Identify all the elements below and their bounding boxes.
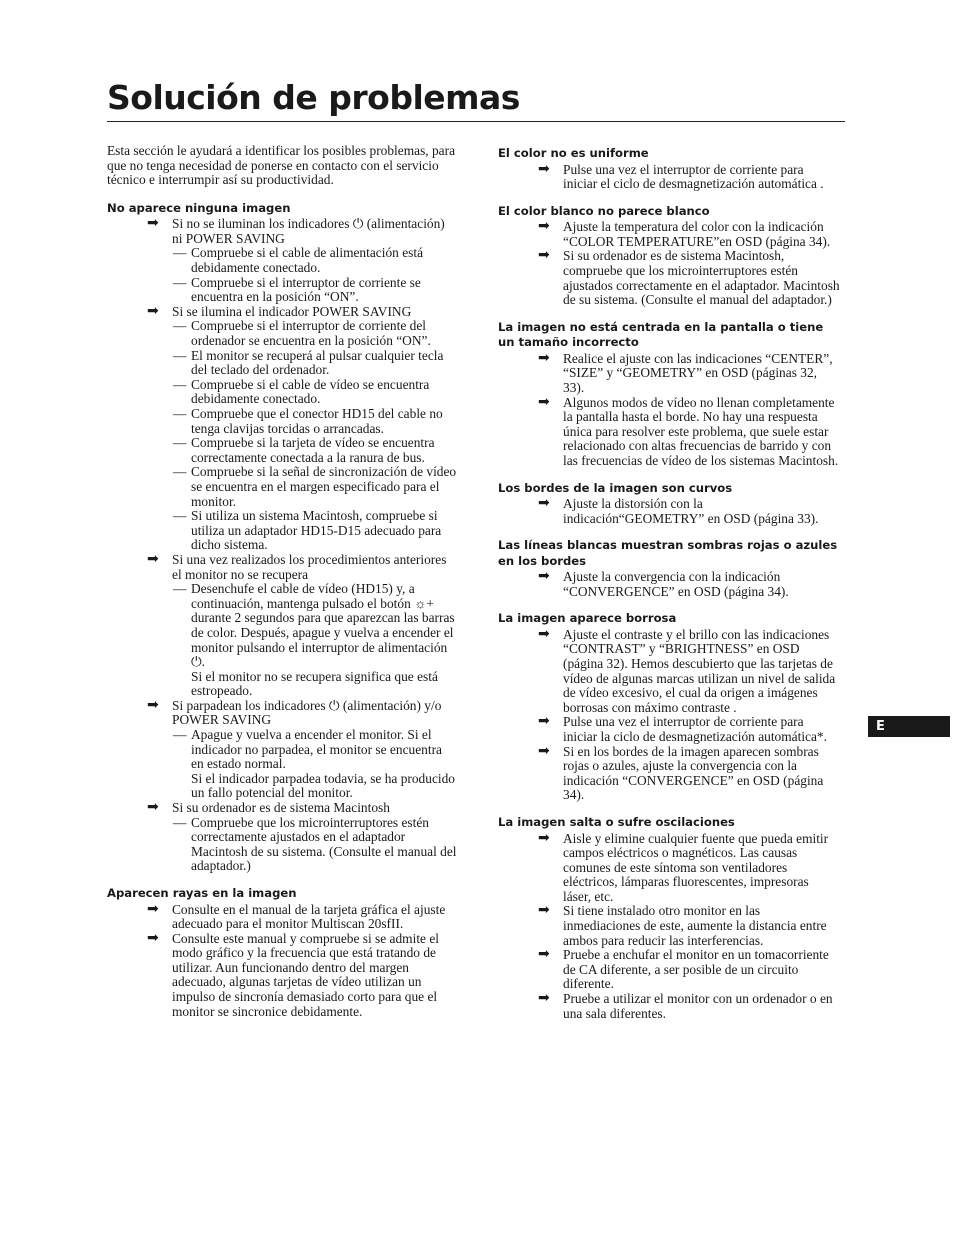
step-item <box>107 900 457 932</box>
troubleshoot-section <box>498 611 840 803</box>
arrow-icon: ➡ <box>147 900 159 917</box>
check-item <box>107 378 457 407</box>
title-rule <box>107 121 845 122</box>
section-heading: El color blanco no parece blanco <box>498 203 710 218</box>
check-note: Si el monitor no se recupera significa que está estropeado. <box>191 668 438 699</box>
check-item <box>107 436 457 465</box>
step-text: Si en los bordes de la imagen aparecen sombras rojas o azules, ajuste la convergencia con la indicación “CONVERGENCE” en OSD (página 34). <box>563 743 824 803</box>
section-heading: Aparecen rayas en la imagen <box>107 886 297 900</box>
step-item <box>498 742 840 803</box>
check-item <box>107 276 457 305</box>
check-text: Apague y vuelva a encender el monitor. Si el indicador no parpadea, el monitor se encuentra en estado normal. <box>191 727 442 772</box>
section-heading: La imagen salta o sufre oscilaciones <box>498 815 735 829</box>
left-sections <box>107 201 457 1019</box>
troubleshoot-section <box>107 886 457 1019</box>
arrow-icon: ➡ <box>147 550 159 567</box>
step-text: Ajuste el contraste y el brillo con las indicaciones “CONTRAST” y “BRIGHTNESS” en OSD (página 32). Hemos descubierto que las tarjetas de vídeo de algunas marcas utilizan un nivel de salida de vídeo excesivo, el cual da origen a imágenes borrosas con máximo contraste . <box>563 626 836 715</box>
step-text: Aisle y elimine cualquier fuente que pueda emitir campos eléctricos o magnéticos. Las causas comunes de este síntoma son ventiladores eléctricos, lámparas fluorescentes, impresoras láser, etc. <box>563 830 829 904</box>
step-text: Si una vez realizados los procedimientos anteriores el monitor no se recupera <box>172 551 447 582</box>
section-heading: El color no es uniforme <box>498 146 649 160</box>
step-text: Realice el ajuste con las indicaciones “CENTER”, “SIZE” y “GEOMETRY” en OSD (páginas 32, 33). <box>563 350 833 395</box>
arrow-icon: ➡ <box>538 349 550 366</box>
arrow-icon: ➡ <box>538 946 550 963</box>
check-item <box>107 582 457 670</box>
arrow-icon: ➡ <box>538 742 550 759</box>
arrow-icon: ➡ <box>147 215 159 232</box>
step-item <box>498 992 840 1021</box>
step-item <box>498 904 840 948</box>
troubleshoot-section <box>107 201 457 874</box>
dash-icon: — <box>173 727 187 743</box>
check-item <box>107 319 457 348</box>
check-text: Compruebe si el cable de alimentación está debidamente conectado. <box>191 245 424 276</box>
arrow-icon: ➡ <box>147 696 159 713</box>
step-item <box>107 550 457 582</box>
step-item <box>498 829 840 905</box>
dash-icon: — <box>173 274 187 290</box>
check-text: Desenchufe el cable de vídeo (HD15) y, a continuación, mantenga pulsado el botón ☼+ durante 2 segundos para que aparezcan las barras de color. Después, apague y vuelva a encender el monitor pulsando el interruptor de alimentación ⏻. <box>191 581 455 670</box>
dash-icon: — <box>173 318 187 334</box>
step-text: Si parpadean los indicadores ⏻ (alimentación) y/o POWER SAVING <box>172 697 442 728</box>
section-heading: Los bordes de la imagen son curvos <box>498 480 733 495</box>
step-text: Si su ordenador es de sistema Macintosh <box>172 800 390 816</box>
step-text: Algunos modos de vídeo no llenan completamente la pantalla hasta el borde. No hay una respuesta única para resolver este problema, que suele estar relacionado con altas frecuencias de barrido y con las frecuencias de vídeo de los sistemas Macintosh. <box>563 394 839 468</box>
step-item <box>498 570 840 599</box>
check-item <box>107 509 457 553</box>
arrow-icon: ➡ <box>538 495 550 511</box>
step-item <box>498 249 840 307</box>
step-text: Si su ordenador es de sistema Macintosh, compruebe que los microinterruptores estén ajustados correctamente en el adaptador. Macintosh de su sistema. (Consulte el manual del adaptador.) <box>563 248 840 308</box>
troubleshoot-section <box>498 538 840 599</box>
step-item <box>498 393 840 469</box>
check-item <box>107 728 457 772</box>
arrow-icon: ➡ <box>538 160 550 177</box>
arrow-icon: ➡ <box>147 799 159 816</box>
step-text: Ajuste la convergencia con la indicación “CONVERGENCE” en OSD (página 34). <box>563 569 789 599</box>
troubleshoot-section <box>498 320 840 469</box>
step-item <box>107 302 457 320</box>
check-text: Compruebe que el conector HD15 del cable no tenga clavijas torcidas o arrancadas. <box>191 406 443 436</box>
section-heading: Las líneas blancas muestran sombras rojas o azules en los bordes <box>498 538 838 568</box>
dash-icon: — <box>173 406 187 421</box>
step-item <box>498 160 840 192</box>
dash-icon: — <box>173 464 187 480</box>
check-text: Compruebe si el interruptor de corriente se encuentra en la posición “ON”. <box>191 274 421 305</box>
arrow-icon: ➡ <box>147 302 159 319</box>
arrow-icon: ➡ <box>538 393 550 410</box>
step-item <box>107 929 457 1020</box>
arrow-icon: ➡ <box>538 990 550 1007</box>
step-item <box>107 217 457 246</box>
step-item <box>498 715 840 744</box>
step-text: Consulte en el manual de la tarjeta gráfica el ajuste adecuado para el monitor Multiscan 20sfII. <box>172 901 446 932</box>
dash-icon: — <box>173 347 187 363</box>
check-text: Compruebe si el cable de vídeo se encuentra debidamente conectado. <box>191 376 430 407</box>
check-item <box>107 349 457 378</box>
section-heading: La imagen no está centrada en la pantalla o tiene un tamaño incorrecto <box>498 319 824 350</box>
check-text: Compruebe si la tarjeta de vídeo se encuentra correctamente conectada a la ranura de bus. <box>191 435 435 465</box>
page-title: Solución de problemas <box>107 78 520 117</box>
check-text: Compruebe que los microinterruptores estén correctamente ajustados en el adaptador Macintosh de su sistema. (Consulte el manual del adaptador.) <box>191 814 457 874</box>
step-text: Ajuste la temperatura del color con la indicación “COLOR TEMPERATURE”en OSD (página 34). <box>563 219 831 249</box>
check-text: Compruebe si la señal de sincronización de vídeo se encuentra en el margen especificado para el monitor. <box>191 464 457 509</box>
step-item <box>498 625 840 716</box>
check-item <box>107 407 457 436</box>
check-text: Compruebe si el interruptor de corriente del ordenador se encuentra en la posición “ON”. <box>191 318 431 349</box>
arrow-icon: ➡ <box>538 713 550 730</box>
step-item <box>107 696 457 728</box>
dash-icon: — <box>173 435 187 451</box>
step-text: Si tiene instalado otro monitor en las inmediaciones de este, aumente la distancia entre ambos para reducir las interferencias. <box>563 903 827 948</box>
step-text: Pulse una vez el interruptor de corriente para iniciar la ciclo de desmagnetización automática*. <box>563 714 827 745</box>
step-text: Consulte este manual y compruebe si se admite el modo gráfico y la frecuencia que está tratando de utilizar. Aun funcionando dentro del margen adecuado, algunas tarjetas de vídeo utilizan un impulso de sincronía demasiado corto para que el monitor se sincronice debidamente. <box>172 930 439 1019</box>
section-heading: La imagen aparece borrosa <box>498 611 677 626</box>
dash-icon: — <box>173 814 187 830</box>
step-item <box>498 349 840 396</box>
check-text: Si utiliza un sistema Macintosh, compruebe si utiliza un adaptador HD15-D15 adecuado para dicho sistema. <box>191 508 442 553</box>
check-item <box>107 246 457 275</box>
intro-paragraph: Esta sección le ayudará a identificar los posibles problemas, para que no tenga necesidad de ponerse en contacto con el servicio técnico e interrumpir así su productividad. <box>107 143 456 188</box>
check-item <box>107 465 457 509</box>
troubleshoot-section <box>498 146 840 192</box>
step-item <box>498 948 840 992</box>
dash-icon: — <box>173 245 187 261</box>
step-text: Si no se iluminan los indicadores ⏻ (alimentación) ni POWER SAVING <box>172 216 445 246</box>
step-item <box>498 220 840 249</box>
dash-icon: — <box>173 581 187 597</box>
step-item <box>498 497 840 526</box>
step-text: Pruebe a enchufar el monitor en un tomacorriente de CA diferente, a ser posible de un circuito diferente. <box>563 947 829 992</box>
check-item <box>107 816 457 874</box>
arrow-icon: ➡ <box>538 218 550 235</box>
check-note: Si el indicador parpadea todavia, se ha producido un fallo potencial del monitor. <box>191 770 456 801</box>
troubleshoot-section <box>498 204 840 308</box>
troubleshoot-section <box>498 815 840 1021</box>
step-item <box>107 801 457 816</box>
left-column <box>107 144 457 1031</box>
arrow-icon: ➡ <box>147 929 159 946</box>
right-column <box>498 146 840 1033</box>
check-text: El monitor se recuperá al pulsar cualquier tecla del teclado del ordenador. <box>191 347 444 378</box>
step-text: Pulse una vez el interruptor de corriente para iniciar el ciclo de desmagnetización automática . <box>563 161 824 192</box>
arrow-icon: ➡ <box>538 247 550 264</box>
right-sections <box>498 146 840 1021</box>
arrow-icon: ➡ <box>538 902 550 919</box>
troubleshoot-section <box>498 481 840 527</box>
step-text: Si se ilumina el indicador POWER SAVING <box>172 303 412 319</box>
step-text: Pruebe a utilizar el monitor con un ordenador o en una sala diferentes. <box>563 991 833 1021</box>
dash-icon: — <box>173 376 187 392</box>
dash-icon: — <box>173 508 187 524</box>
step-text: Ajuste la distorsión con la indicación“GEOMETRY” en OSD (página 33). <box>563 496 819 526</box>
language-tab: E <box>868 716 950 737</box>
arrow-icon: ➡ <box>538 829 550 846</box>
arrow-icon: ➡ <box>538 625 550 642</box>
section-heading: No aparece ninguna imagen <box>107 200 291 215</box>
arrow-icon: ➡ <box>538 568 550 585</box>
